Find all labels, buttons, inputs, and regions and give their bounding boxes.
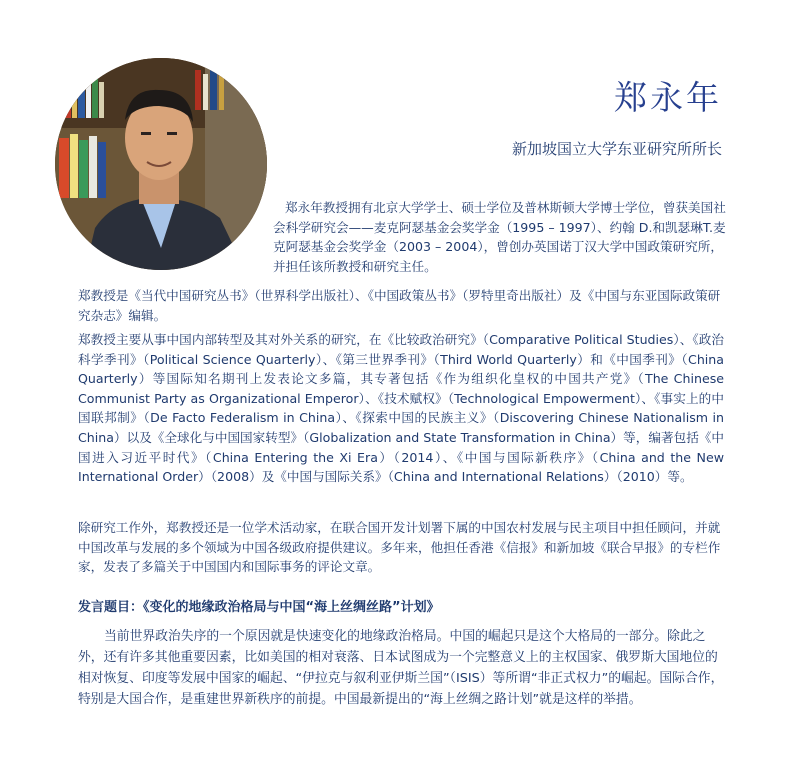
speech-body: 当前世界政治失序的一个原因就是快速变化的地缘政治格局。中国的崛起只是这个大格局的一部分。除此之外，还有许多其他重要因素，比如美国的相对衰落、日本试图成为一个完整意义上的主权国家、俄罗斯大国地位的相对恢复、印度等发展中国家的崛起、“伊拉克与叙利亚伊斯兰国”（ISIS）等所谓“非正式权力”的崛起。国际合作，特别是大国合作，是重建世界新秩序的前提。中国最新提出的“海上丝绸之路计划”就是这样的举措。 <box>78 629 724 707</box>
bio-activism: 除研究工作外，郑教授还是一位学术活动家，在联合国开发计划署下属的中国农村发展与民主项目中担任顾问，并就中国改革与发展的多个领域为中国各级政府提供建议。多年来，他担任香港《信报》和新加坡《联合早报》的专栏作家，发表了多篇关于中国国内和国际事务的评论文章。 <box>78 520 721 575</box>
bio-editor: 郑教授是《当代中国研究丛书》（世界科学出版社）、《中国政策丛书》（罗特里奇出版社）及《中国与东亚国际政策研究杂志》编辑。 <box>78 288 721 323</box>
portrait-photo <box>55 58 267 270</box>
person-name: 郑永年 <box>614 78 722 117</box>
person-position: 新加坡国立大学东亚研究所所长 <box>511 140 722 158</box>
speech-heading: 发言题目：《变化的地缘政治格局与中国“海上丝绸丝路”计划》 <box>78 600 440 615</box>
bio-research: 郑教授主要从事中国内部转型及其对外关系的研究，在《比较政治研究》（Comparative Political Studies）、《政治科学季刊》（Political Science Quarterly）、《第三世界季刊》（Third World Quarterly）和《中国季刊》（China Quarterly）等国际知名期刊上发表论文多篇，其专著包括《作为组织化皇权的中国共产党》（The Chinese Communist Party as Organizational Emperor）、《技术赋权》（Technological Empowerment）、《事实上的中国联邦制》（De Facto Federalism in China）、《探索中国的民族主义》（Discovering Chinese Nationalism in China）以及《全球化与中国国家转型》（Globalization and State Transformation in China）等，编著包括《中国进入习近平时代》（China Entering the Xi Era）（2014）、《中国与国际新秩序》（China and the New International Order）（2008）及《中国与国际关系》（China and International Relations）（2010）等。 <box>78 332 724 485</box>
bio-intro: 郑永年教授拥有北京大学学士、硕士学位及普林斯顿大学博士学位，曾获美国社会科学研究会——麦克阿瑟基金会奖学金（1995 – 1997）、约翰 D.和凯瑟琳T.麦克阿瑟基金会奖学金（2003 – 2004），曾创办英国诺丁汉大学中国政策研究所，并担任该所教授和研究主任。 <box>273 200 726 274</box>
